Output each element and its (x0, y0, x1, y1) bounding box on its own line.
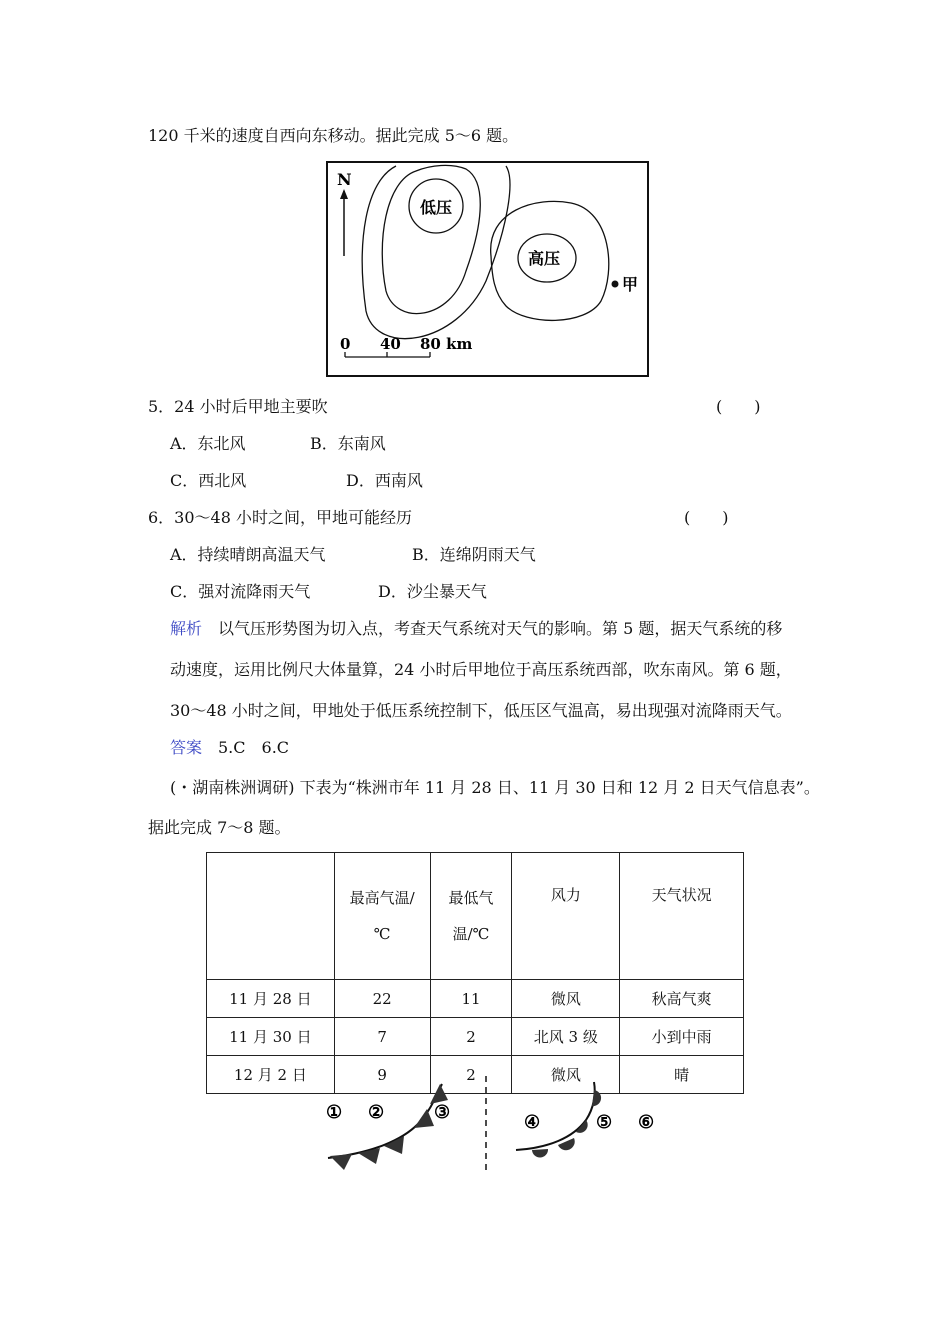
q5-answer-blank: ( ) (716, 397, 761, 416)
q6-option-c: C．强对流降雨天气 (170, 582, 311, 601)
answer-label: 答案 (170, 738, 203, 757)
front-label-6: ⑥ (638, 1112, 655, 1133)
table-cell-max: 7 (334, 1018, 430, 1056)
high-pressure-label: 高压 (528, 249, 561, 268)
next-intro-line-2: 据此完成 7～8 题。 (148, 818, 291, 837)
header-cell-wind: 风力 (512, 853, 620, 980)
q6-option-a: A．持续晴朗高温天气 (170, 545, 326, 564)
q6-option-d: D．沙尘暴天气 (378, 582, 487, 601)
intro-text: 120 千米的速度自西向东移动。据此完成 5～6 题。 (148, 126, 519, 145)
q5-option-a: A．东北风 (170, 434, 246, 453)
scale-label-40: 40 (380, 335, 401, 353)
analysis-line-2: 动速度，运用比例尺大体量算，24 小时后甲地位于高压系统西部，吹东南风。第 6 题， (170, 660, 792, 679)
table-cell-date: 12 月 2 日 (207, 1056, 335, 1094)
table-header-row (207, 853, 744, 980)
warm-front-bump (532, 1149, 548, 1158)
q6-option-b: B．连绵阴雨天气 (412, 545, 536, 564)
warm-front-bump (592, 1090, 601, 1106)
q6-stem: 6．30～48 小时之间，甲地可能经历 (148, 508, 412, 527)
place-dot (612, 281, 619, 288)
analysis-label: 解析 (170, 619, 203, 638)
front-label-3: ③ (434, 1102, 451, 1123)
q5-option-d: D．西南风 (346, 471, 423, 490)
table-cell-max: 22 (334, 980, 430, 1018)
scale-label-80: 80 km (420, 335, 473, 353)
table-cell-date: 11 月 28 日 (207, 980, 335, 1018)
weather-table (206, 852, 744, 1094)
q6-answer-blank: ( ) (684, 508, 729, 527)
table-cell-min: 11 (430, 980, 512, 1018)
header-cell-max-temp: 最高气温/ ℃ (334, 853, 430, 980)
table-cell-wind: 微风 (512, 1056, 620, 1094)
place-label: 甲 (622, 275, 639, 294)
next-intro-line-1: (・湖南株洲调研) 下表为“株洲市年 11 月 28 日、11 月 30 日和 12 月 2 日天气信息表”。 (170, 778, 820, 797)
front-symbols-figure (318, 1074, 688, 1180)
table-cell-wind: 北风 3 级 (512, 1018, 620, 1056)
cold-front-triangle (384, 1136, 404, 1154)
header-cell-empty (207, 853, 335, 980)
analysis-line-1: 以气压形势图为切入点，考查天气系统对天气的影响。第 5 题，据天气系统的移 (218, 619, 783, 638)
low-pressure-label: 低压 (420, 198, 453, 217)
q5-stem: 5．24 小时后甲地主要吹 (148, 397, 328, 416)
table-cell-date: 11 月 30 日 (207, 1018, 335, 1056)
answer-text: 5.C 6.C (218, 738, 290, 757)
scale-label-0: 0 (340, 335, 351, 353)
front-label-5: ⑤ (596, 1112, 613, 1133)
map-frame (327, 162, 648, 376)
table-cell-weather: 秋高气爽 (620, 980, 744, 1018)
table-row (207, 980, 744, 1018)
table-cell-min: 2 (430, 1018, 512, 1056)
pressure-map-figure (326, 161, 650, 378)
north-label: N (337, 170, 352, 189)
header-cell-weather: 天气状况 (620, 853, 744, 980)
cold-front-triangle (330, 1154, 352, 1170)
table-cell-wind: 微风 (512, 980, 620, 1018)
table-cell-weather: 晴 (620, 1056, 744, 1094)
front-label-1: ① (326, 1102, 343, 1123)
cold-front-triangle (430, 1084, 448, 1104)
table-cell-weather: 小到中雨 (620, 1018, 744, 1056)
cold-front-triangle (414, 1109, 434, 1128)
front-label-2: ② (368, 1102, 385, 1123)
table-cell-min: 2 (430, 1056, 512, 1094)
analysis-line-3: 30～48 小时之间，甲地处于低压系统控制下，低压区气温高，易出现强对流降雨天气。 (170, 701, 792, 720)
table-row (207, 1018, 744, 1056)
q5-option-b: B．东南风 (310, 434, 386, 453)
front-label-4: ④ (524, 1112, 541, 1133)
q5-option-c: C．西北风 (170, 471, 247, 490)
header-cell-min-temp: 最低气 温/℃ (430, 853, 512, 980)
table-cell-max: 9 (334, 1056, 430, 1094)
warm-front-bump (576, 1120, 588, 1133)
